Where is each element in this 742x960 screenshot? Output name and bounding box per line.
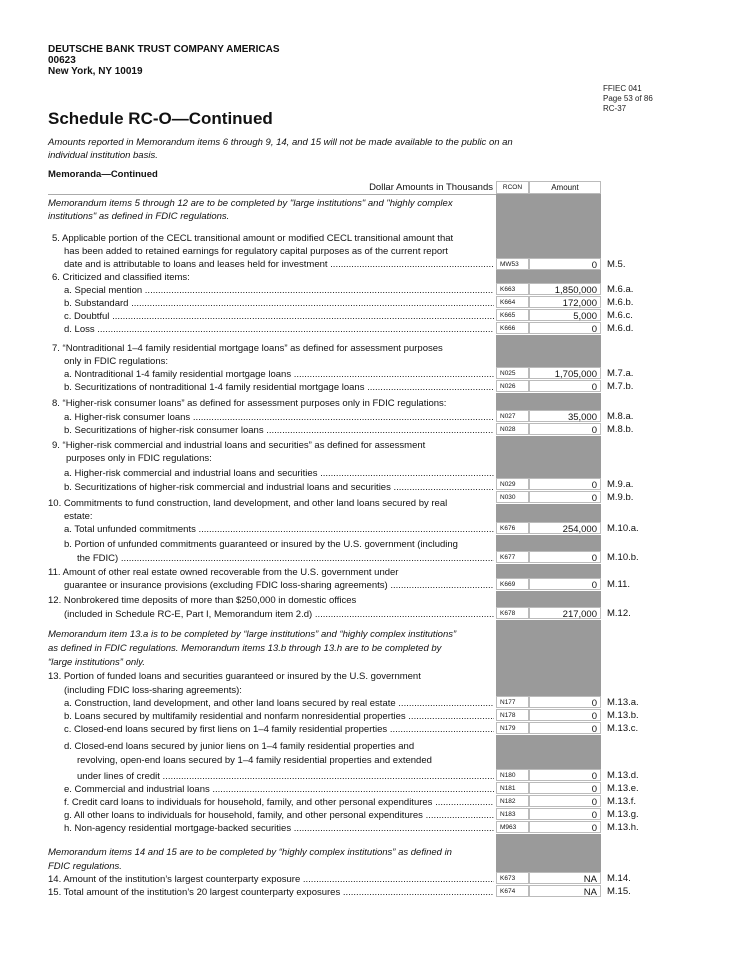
item-13d-line1: d. Closed-end loans secured by junior liens on 1–4 family residential properties and [64, 741, 415, 752]
rcon-code-cell: M963 [496, 821, 529, 833]
item-10-line1: 10. Commitments to fund construction, land development, and other land loans secured by real [48, 498, 448, 509]
item-13e-label: e. Commercial and industrial loans ..... [64, 783, 494, 796]
amount-field[interactable]: 1,850,000 [529, 283, 601, 295]
item-13g-label: g. All other loans to individuals for household, family, and other personal expenditures ..... [64, 809, 494, 822]
rcon-header: RCON [496, 181, 529, 194]
item-5-line2: has been added to retained earnings for regulatory capital purposes as of the current report [64, 246, 448, 257]
item-5-line3: date and is attributable to loans and leases held for investment ..... [64, 258, 494, 271]
item-reference: M.6.d. [607, 323, 634, 334]
amount-field[interactable]: 0 [529, 578, 601, 590]
item-reference: M.6.b. [607, 297, 634, 308]
page-title: Schedule RC-O—Continued [48, 109, 273, 128]
amount-field[interactable]: 0 [529, 258, 601, 270]
amount-field[interactable]: 0 [529, 551, 601, 563]
rcon-code-cell: K673 [496, 872, 529, 884]
item-12-line2: (included in Schedule RC-E, Part I, Memorandum item 2.d) ..... [64, 608, 494, 621]
amount-field[interactable]: 1,705,000 [529, 367, 601, 379]
item-15-label: 15. Total amount of the institution’s 20 largest counterparty exposures ..... [48, 886, 494, 899]
item-7b-label: b. Securitizations of nontraditional 1-4 family residential mortgage loans ..... [64, 381, 494, 394]
item-12-line1: 12. Nonbrokered time deposits of more than $250,000 in domestic offices [48, 595, 357, 606]
item-6d-label: d. Loss ..... [64, 323, 494, 336]
rcon-code-cell: K665 [496, 309, 529, 321]
item-reference: M.8.b. [607, 424, 634, 435]
shaded-block [496, 620, 601, 696]
item-10b-line1: b. Portion of unfunded commitments guaranteed or insured by the U.S. government (including [64, 539, 458, 550]
amount-field[interactable]: 0 [529, 322, 601, 334]
amount-field[interactable]: 35,000 [529, 410, 601, 422]
instruction-5-12-line1: Memorandum items 5 through 12 are to be completed by "large institutions" and "highly complex [48, 198, 453, 209]
shaded-block [496, 564, 601, 578]
item-reference: M.9.b. [607, 492, 634, 503]
rcon-code-cell: N026 [496, 380, 529, 392]
shaded-block [496, 535, 601, 551]
instruction-13-line1: Memorandum item 13.a is to be completed by “large institutions” and “highly complex institutions” [48, 629, 457, 640]
form-id: FFIEC 041 [603, 84, 642, 93]
item-10b-line2: the FDIC) ..... [77, 552, 494, 565]
instruction-5-12-line2: institutions" as defined in FDIC regulations. [48, 211, 230, 222]
rcon-code-cell: K678 [496, 607, 529, 619]
rcon-code-cell: N179 [496, 722, 529, 734]
item-6-label: 6. Criticized and classified items: [52, 272, 190, 283]
amount-field[interactable]: 254,000 [529, 522, 601, 534]
amount-field[interactable]: 0 [529, 696, 601, 708]
rcon-code-cell: K666 [496, 322, 529, 334]
item-11-line1: 11. Amount of other real estate owned recoverable from the U.S. government under [48, 567, 399, 578]
cert-number: 00623 [48, 55, 76, 66]
item-reference: M.11. [607, 579, 631, 590]
shaded-block [496, 194, 601, 258]
rcon-code-cell: K676 [496, 522, 529, 534]
item-8b-label: b. Securitizations of higher-risk consumer loans ..... [64, 424, 494, 437]
item-11-line2: guarantee or insurance provisions (excluding FDIC loss-sharing agreements) ..... [64, 579, 494, 592]
item-13h-label: h. Non-agency residential mortgage-backed securities ..... [64, 822, 494, 835]
rcon-code-cell: N178 [496, 709, 529, 721]
item-reference: M.10.b. [607, 552, 639, 563]
item-reference: M.6.a. [607, 284, 634, 295]
amount-field[interactable]: 217,000 [529, 607, 601, 619]
section-title: Memoranda—Continued [48, 169, 158, 180]
header-rule [48, 194, 496, 195]
schedule-page: RC-37 [603, 104, 627, 113]
item-6c-label: c. Doubtful ..... [64, 310, 494, 323]
page-number: Page 53 of 86 [603, 94, 653, 103]
item-reference: M.13.e. [607, 783, 639, 794]
bank-city: New York, NY 10019 [48, 66, 143, 77]
shaded-block [496, 504, 601, 522]
rcon-code-cell: K674 [496, 885, 529, 897]
shaded-block [496, 591, 601, 607]
item-10a-label: a. Total unfunded commitments ..... [64, 523, 494, 536]
item-reference: M.13.b. [607, 710, 639, 721]
rcon-code-cell: N177 [496, 696, 529, 708]
item-reference: M.5. [607, 259, 626, 270]
amount-field[interactable]: 0 [529, 478, 601, 490]
rcon-code-cell: K664 [496, 296, 529, 308]
item-9a-label: a. Higher-risk commercial and industrial loans and securities ..... [64, 467, 494, 480]
item-8a-label: a. Higher-risk consumer loans ..... [64, 411, 494, 424]
amount-field[interactable]: NA [529, 872, 601, 884]
item-reference: M.10.a. [607, 523, 639, 534]
item-13-line2: (including FDIC loss-sharing agreements): [64, 685, 242, 696]
item-reference: M.8.a. [607, 411, 634, 422]
item-13c-label: c. Closed-end loans secured by first liens on 1–4 family residential properties ..... [64, 723, 494, 736]
item-13b-label: b. Loans secured by multifamily residential and nonfarm nonresidential properties ..... [64, 710, 494, 723]
item-13f-label: f. Credit card loans to individuals for household, family, and other personal expenditures ..... [64, 796, 494, 809]
amount-field[interactable]: 0 [529, 795, 601, 807]
item-13-line1: 13. Portion of funded loans and securities guaranteed or insured by the U.S. government [48, 671, 421, 682]
rcon-code-cell: N180 [496, 769, 529, 781]
instruction-14-15-line2: FDIC regulations. [48, 861, 122, 872]
shaded-block [496, 393, 601, 410]
item-7a-label: a. Nontraditional 1-4 family residential mortgage loans ..... [64, 368, 494, 381]
item-9-line2: purposes only in FDIC regulations: [66, 453, 212, 464]
item-reference: M.13.h. [607, 822, 639, 833]
item-reference: M.13.g. [607, 809, 639, 820]
item-7-line1: 7. “Nontraditional 1–4 family residential mortgage loans” as defined for assessment purposes [52, 343, 443, 354]
amount-header: Amount [529, 181, 601, 194]
amount-field[interactable]: 0 [529, 769, 601, 781]
item-10-line2: estate: [64, 511, 93, 522]
item-13d-line2: revolving, open-end loans secured by 1–4 family residential properties and extended [77, 755, 432, 766]
rcon-code-cell: K663 [496, 283, 529, 295]
rcon-code-cell: N029 [496, 478, 529, 490]
item-reference: M.7.a. [607, 368, 634, 379]
rcon-code-cell: N030 [496, 491, 529, 503]
item-reference: M.14. [607, 873, 631, 884]
item-6a-label: a. Special mention ..... [64, 284, 494, 297]
shaded-block [496, 335, 601, 367]
amount-field[interactable]: 0 [529, 782, 601, 794]
rcon-code-cell: N183 [496, 808, 529, 820]
amount-field[interactable]: 5,000 [529, 309, 601, 321]
rcon-code-cell: N182 [496, 795, 529, 807]
amount-field[interactable]: 0 [529, 423, 601, 435]
item-5-line1: 5. Applicable portion of the CECL transitional amount or modified CECL transitional amount that [52, 233, 454, 244]
shaded-block [496, 735, 601, 769]
rcon-code-cell: K677 [496, 551, 529, 563]
item-8-label: 8. “Higher-risk consumer loans” as defined for assessment purposes only in FDIC regulations: [52, 398, 447, 409]
shaded-block [496, 270, 601, 283]
item-reference: M.6.c. [607, 310, 633, 321]
item-reference: M.12. [607, 608, 631, 619]
rcon-code-cell: MW53 [496, 258, 529, 270]
shaded-block [496, 834, 601, 872]
rcon-code-cell: N025 [496, 367, 529, 379]
amount-field[interactable]: 0 [529, 722, 601, 734]
item-reference: M.9.a. [607, 479, 634, 490]
item-reference: M.13.d. [607, 770, 639, 781]
item-13d-line3: under lines of credit ..... [77, 770, 494, 783]
privacy-note-line1: Amounts reported in Memorandum items 6 through 9, 14, and 15 will not be made available to the public on an [48, 137, 513, 148]
amount-field[interactable]: 0 [529, 709, 601, 721]
rcon-code-cell: N181 [496, 782, 529, 794]
amount-field[interactable]: 0 [529, 380, 601, 392]
rcon-code-cell: K669 [496, 578, 529, 590]
item-reference: M.13.c. [607, 723, 639, 734]
amount-field[interactable]: 0 [529, 808, 601, 820]
item-6b-label: b. Substandard ..... [64, 297, 494, 310]
amount-field[interactable]: 0 [529, 821, 601, 833]
rcon-code-cell: N027 [496, 410, 529, 422]
item-9b-label: b. Securitizations of higher-risk commercial and industrial loans and securities ..... [64, 481, 494, 494]
item-reference: M.15. [607, 886, 631, 897]
item-7-line2: only in FDIC regulations: [64, 356, 169, 367]
amount-field[interactable]: 172,000 [529, 296, 601, 308]
item-14-label: 14. Amount of the institution’s largest counterparty exposure ..... [48, 873, 494, 886]
dollar-caption: Dollar Amounts in Thousands [369, 182, 493, 193]
item-reference: M.13.a. [607, 697, 639, 708]
privacy-note-line2: individual institution basis. [48, 150, 158, 161]
shaded-block [496, 436, 601, 478]
instruction-13-line2: as defined in FDIC regulations. Memorandum items 13.b through 13.h are to be completed by [48, 643, 442, 654]
amount-field[interactable]: NA [529, 885, 601, 897]
bank-name: DEUTSCHE BANK TRUST COMPANY AMERICAS [48, 44, 280, 55]
item-reference: M.7.b. [607, 381, 634, 392]
instruction-14-15-line1: Memorandum items 14 and 15 are to be completed by “highly complex institutions” as defined in [48, 847, 452, 858]
item-9-line1: 9. “Higher-risk commercial and industrial loans and securities” as defined for assessment [52, 440, 426, 451]
amount-field[interactable]: 0 [529, 491, 601, 503]
item-reference: M.13.f. [607, 796, 637, 807]
instruction-13-line3: “large institutions” only. [48, 657, 145, 668]
item-13a-label: a. Construction, land development, and other land loans secured by real estate ..... [64, 697, 494, 710]
rcon-code-cell: N028 [496, 423, 529, 435]
